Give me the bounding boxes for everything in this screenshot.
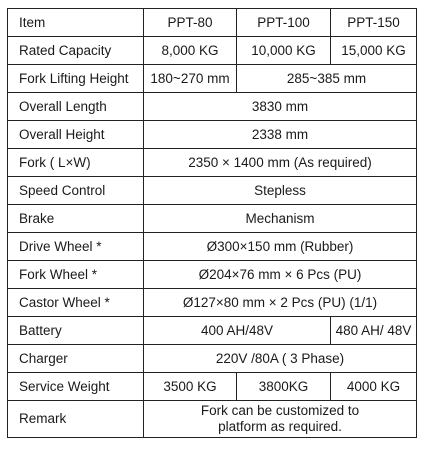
- fork-wheel-value: Ø204×76 mm × 6 Pcs (PU): [144, 261, 417, 289]
- castor-wheel-label: Castor Wheel *: [8, 289, 144, 317]
- fork-lifting-height-ppt-100-150: 285~385 mm: [237, 65, 417, 93]
- rated-capacity-ppt-100: 10,000 KG: [237, 37, 331, 65]
- table-row-service-weight: [8, 373, 417, 401]
- header-model-ppt-80: PPT-80: [144, 9, 237, 37]
- remark-line-1: Fork can be customized to: [200, 403, 360, 418]
- table-row-castor-wheel: [8, 289, 417, 317]
- header-model-ppt-100: PPT-100: [237, 9, 331, 37]
- header-model-ppt-150: PPT-150: [331, 9, 417, 37]
- table-row-battery: [8, 317, 417, 345]
- header-item-label: Item: [8, 9, 144, 37]
- overall-length-label: Overall Length: [8, 93, 144, 121]
- battery-ppt-150: 480 AH/ 48V: [331, 317, 417, 345]
- service-weight-ppt-150: 4000 KG: [331, 373, 417, 401]
- table-row-fork-wheel: [8, 261, 417, 289]
- table-row-rated-capacity: [8, 37, 417, 65]
- table-row-speed-control: [8, 177, 417, 205]
- rated-capacity-ppt-150: 15,000 KG: [331, 37, 417, 65]
- remark-value: [144, 401, 417, 438]
- fork-wheel-label: Fork Wheel *: [8, 261, 144, 289]
- charger-label: Charger: [8, 345, 144, 373]
- service-weight-ppt-80: 3500 KG: [144, 373, 237, 401]
- battery-label: Battery: [8, 317, 144, 345]
- brake-value: Mechanism: [144, 205, 417, 233]
- brake-label: Brake: [8, 205, 144, 233]
- remark-label: Remark: [8, 401, 144, 438]
- overall-height-label: Overall Height: [8, 121, 144, 149]
- rated-capacity-label: Rated Capacity: [8, 37, 144, 65]
- service-weight-ppt-100: 3800KG: [237, 373, 331, 401]
- table-row-fork-size: [8, 149, 417, 177]
- fork-size-label: Fork ( L×W): [8, 149, 144, 177]
- table-row-overall-height: [8, 121, 417, 149]
- drive-wheel-value: Ø300×150 mm (Rubber): [144, 233, 417, 261]
- speed-control-label: Speed Control: [8, 177, 144, 205]
- fork-lifting-height-ppt-80: 180~270 mm: [144, 65, 237, 93]
- fork-lifting-height-label: Fork Lifting Height: [8, 65, 144, 93]
- overall-length-value: 3830 mm: [144, 93, 417, 121]
- speed-control-value: Stepless: [144, 177, 417, 205]
- castor-wheel-value: Ø127×80 mm × 2 Pcs (PU) (1/1): [144, 289, 417, 317]
- service-weight-label: Service Weight: [8, 373, 144, 401]
- remark-line-2: platform as required.: [218, 419, 342, 434]
- spec-table: [7, 8, 417, 438]
- table-row-remark: [8, 401, 417, 438]
- table-row-header: [8, 9, 417, 37]
- table-row-overall-length: [8, 93, 417, 121]
- table-row-brake: [8, 205, 417, 233]
- table-row-fork-lifting-height: [8, 65, 417, 93]
- battery-ppt-80-100: 400 AH/48V: [144, 317, 331, 345]
- overall-height-value: 2338 mm: [144, 121, 417, 149]
- rated-capacity-ppt-80: 8,000 KG: [144, 37, 237, 65]
- table-row-charger: [8, 345, 417, 373]
- fork-size-value: 2350 × 1400 mm (As required): [144, 149, 417, 177]
- table-row-drive-wheel: [8, 233, 417, 261]
- drive-wheel-label: Drive Wheel *: [8, 233, 144, 261]
- charger-value: 220V /80A ( 3 Phase): [144, 345, 417, 373]
